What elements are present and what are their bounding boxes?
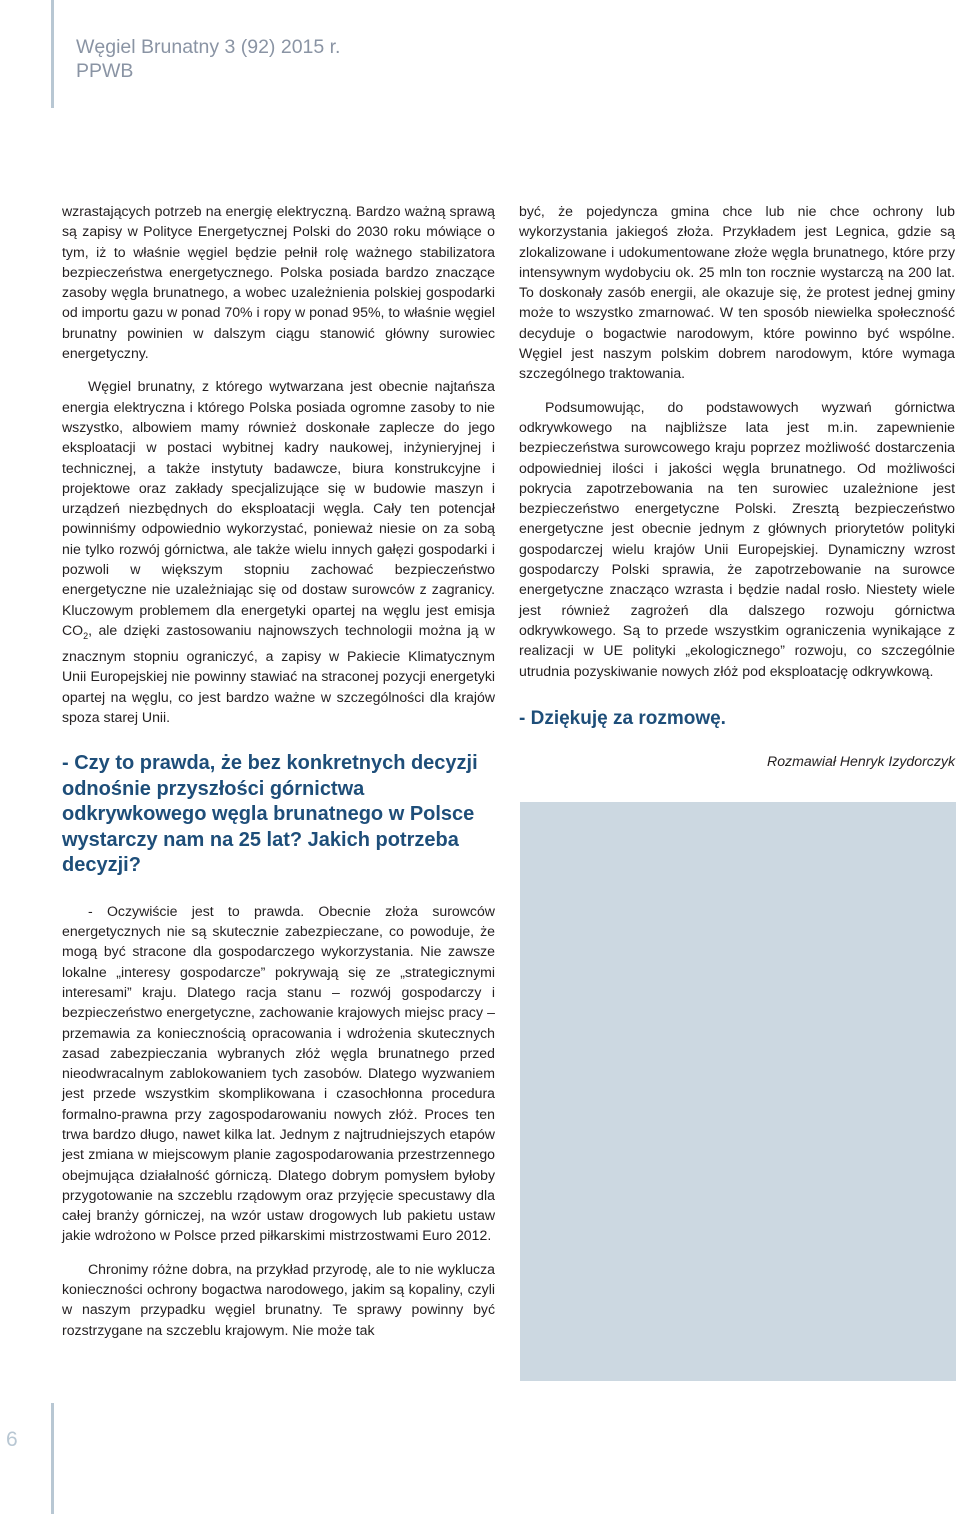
closing-remark: - Dziękuję za rozmowę. [519,707,726,729]
page-number: 6 [6,1428,18,1451]
right-column [519,201,955,771]
interviewer-credit: Rozmawiał Henryk Izydorczyk [767,752,955,769]
paragraph: - Oczywiście jest to prawda. Obecnie złoża surowców energetycznych nie są skutecznie zabezpieczane, co powoduje, że mogą być stracone dla gospodarczego wykorzystania. Nie zawsze lokalne „interesy gospodarcze” pokrywają się ze „strategicznymi interesami” kraju. Dlatego racja stanu – rozwój gospodarczy i bezpieczeństwo energetyczne, zachowanie krajowych miejsc pracy – przemawia za koniecznością opracowania i wdrożenia skutecznych zasad zabezpieczania wybranych złóż węgla brunatnego przed nieodwracalnym zablokowaniem tych zasobów. Dlatego wyzwaniem jest przede wszystkim skomplikowana i czasochłonna procedura formalno-prawna przy zagospodarowaniu nowych złóż. Proces ten trwa bardzo długo, nawet kilka lat. Jednym z najtrudniejszych etapów jest zmiana w miejscowym planie zagospodarowania przestrzennego obejmująca działalność górniczą. Dlatego dobrym pomysłem byłoby przygotowanie na szczeblu rządowym oraz przyjęcie specustawy dla całej branży górniczej, na wzór ustaw drogowych lub pakietu ustaw jakie wdrożono w Polsce przed piłkarskimi mistrzostwami Euro 2012. [62,902,495,1244]
paragraph: wzrastających potrzeb na energię elektryczną. Bardzo ważną sprawą są zapisy w Polityce Energetycznej Polski do 2030 roku mówiące o tym, iż to właśnie węgiel będzie pełnił rolę ważnego stabilizatora bezpieczeństwa energetycznego. Polska posiada bardzo znaczące zasoby węgla brunatnego, a wobec uzależnienia polskiej gospodarki od importu gazu w ponad 70% i ropy w ponad 95%, to właśnie węgiel brunatny powinien w dalszym ciągu stanowić główny surowiec energetyczny. [62,203,495,362]
header-accent-bar [51,0,54,108]
subscript: 2 [83,630,89,641]
footer-accent-bar [51,1403,54,1514]
publisher-name: PPWB [76,60,134,82]
running-header [76,35,340,83]
image-placeholder-box [520,802,956,1381]
paragraph: Podsumowując, do podstawowych wyzwań górnictwa odkrywkowego na najbliższe lata jest m.in. zapewnienie bezpieczeństwa surowcowego kraju poprzez możliwość dostarczenia odpowiedniej ilości i jakości węgla brunatnego. Od możliwości pokrycia zapotrzebowania na ten surowiec uzależnione jest bezpieczeństwo energetyczne Polski. Zresztą bezpieczeństwo energetyczne jest obecnie jednym z głównych priorytetów polityki gospodarczej wielu krajów Unii Europejskiej. Dynamiczny wzrost gospodarczy Polski sprawia, że zapotrzebowanie na surowce energetyczne znacząco wzrasta i będzie nadal rosło. Niestety wiele jest również zagrożeń dla dalszego rozwoju górnictwa odkrywkowego. Są to przede wszystkim ograniczenia wynikające z realizacji w UE polityki „ekologicznego” rozwoju, co szczególnie utrudnia pozyskiwanie nowych złóż pod eksploatację odkrywkową. [519,398,955,679]
paragraph: Węgiel brunatny, z którego wytwarzana jest obecnie najtańsza energia elektryczna i którego Polska posiada ogromne zasoby to nie wszystko, albowiem mamy również doskonałe zaplecze do jego eksploatacji w postaci wybitnej kadry naukowej, inżynieryjnej i technicznej, a także instytuty badawcze, biura konstrukcyjne i projektowe oraz zakłady specjalizujące się w budowie maszyn i urządzeń niezbędnych do eksploatacji węgla. Cały ten potencjał powinniśmy odpowiednio wykorzystać, ponieważ niesie on za sobą nie tylko rozwój górnictwa, ale także wielu innych gałęzi gospodarki i pozwoli w większym stopniu zachować bezpieczeństwo energetyczne nie uzależniając się od dostaw surowców z zagranicy. Kluczowym problemem dla energetyki opartej na węglu jest emisja $CO_2$, ale dzięki zastosowaniu najnowszych technologii można ją w znacznym stopniu ograniczyć, a zapisy w Pakiecie Klimatycznym Unii Europejskiej nie powinny stawiać na straconej pozycji energetyki opartej na węglu, co jest bardzo ważne w szczególności dla krajów spoza starej Unii. [62,378,495,725]
left-column [62,201,495,1340]
interview-question: - Czy to prawda, że bez konkretnych decyzji odnośnie przyszłości górnictwa odkrywkowego węgla brunatnego w Polsce wystarczy nam na 25 lat? Jakich potrzeba decyzji? [62,752,478,877]
paragraph: być, że pojedyncza gmina chce lub nie chce ochrony lub wykorzystania jakiegoś złoża. Przykładem jest Legnica, gdzie są zlokalizowane i udokumentowane złoże węgla brunatnego, które przy intensywnym wydobyciu ok. 25 mln ton rocznie wystarczą na 200 lat. To doskonały zasób energii, ale okazuje się, że protest jednej gminy może to wszystko zmarnować. W ten sposób niewielka społeczność decyduje o bogactwie narodowym, które powinno być wspólne. Węgiel jest naszym polskim dobrem narodowym, które wymaga szczególnego traktowania. [519,203,955,382]
journal-title: Węgiel Brunatny 3 (92) 2015 r. [76,36,341,58]
paragraph: Chronimy różne dobra, na przykład przyrodę, ale to nie wyklucza konieczności ochrony bogactwa narodowego, jakim są kopaliny, czyli w naszym przypadku węgiel brunatny. Te sprawy powinny być rozstrzygane na szczeblu krajowym. Nie może tak [62,1260,495,1338]
